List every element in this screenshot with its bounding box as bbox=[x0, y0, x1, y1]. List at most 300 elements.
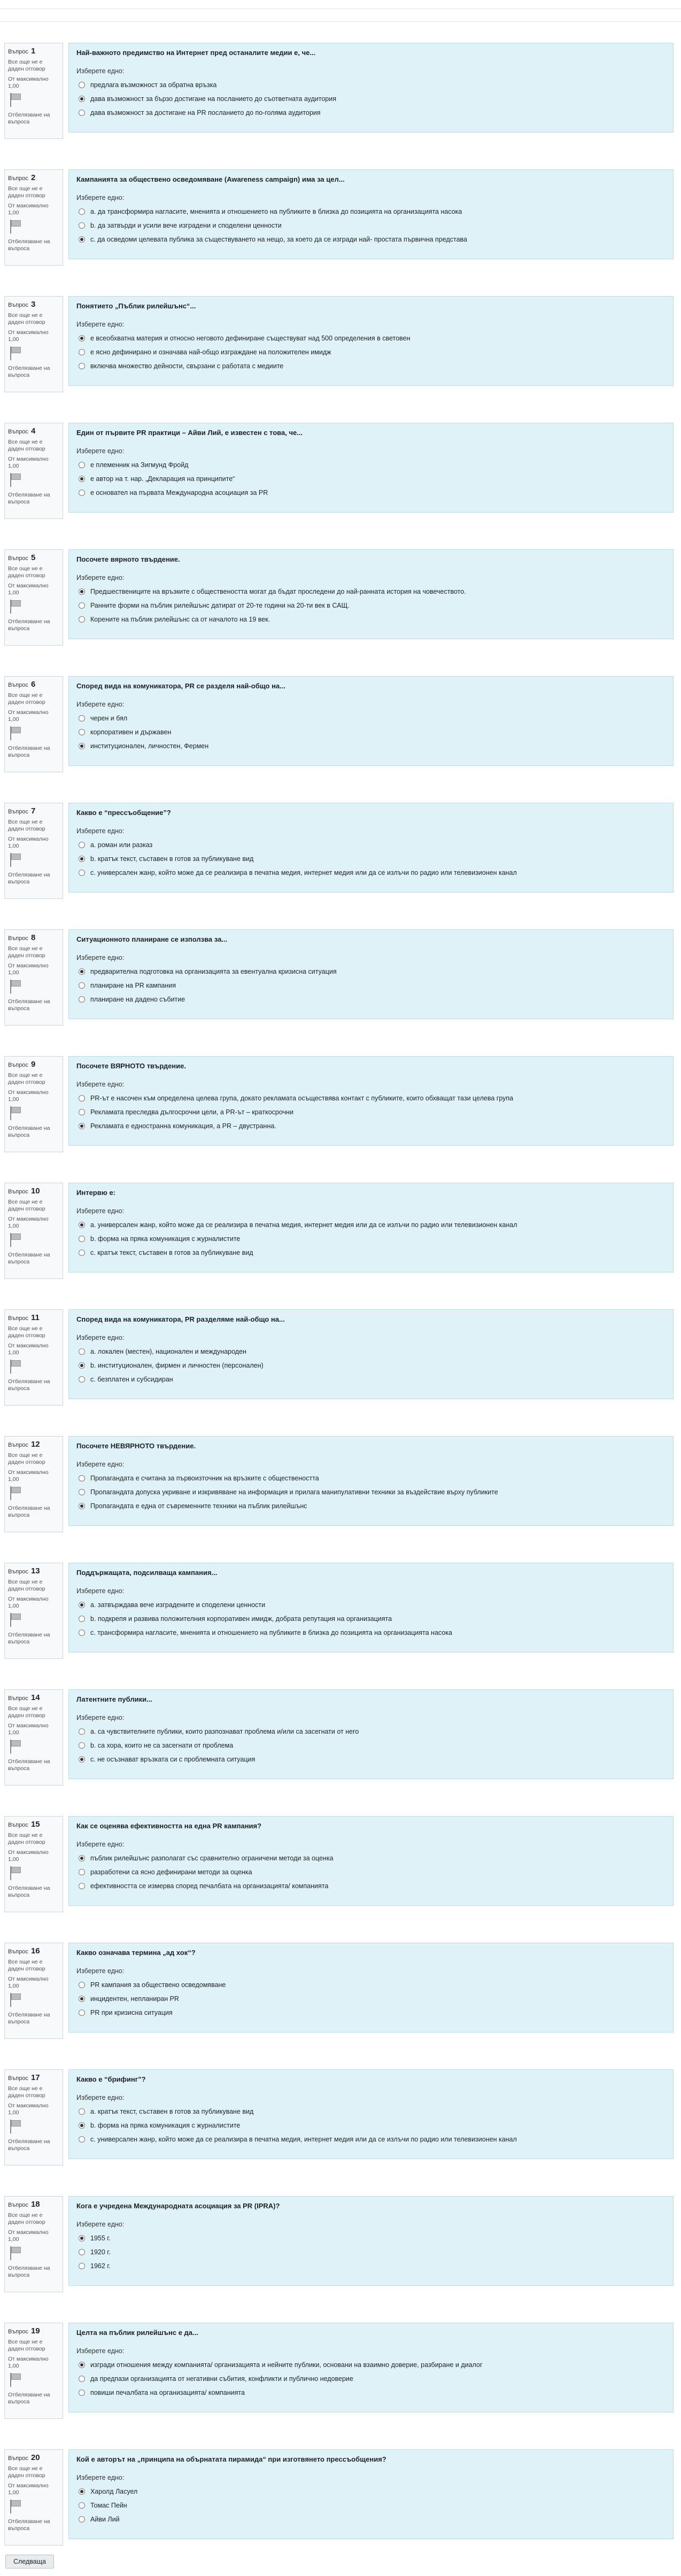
flag-question-link[interactable]: Отбелязване на въпроса bbox=[8, 238, 50, 252]
radio-button[interactable] bbox=[79, 968, 85, 975]
radio-button[interactable] bbox=[79, 2235, 85, 2241]
question-number-value: 11 bbox=[30, 1313, 40, 1322]
question-number-value: 19 bbox=[30, 2326, 40, 2336]
radio-button[interactable] bbox=[79, 842, 85, 848]
question-number-value: 7 bbox=[30, 806, 36, 816]
question-number-value: 4 bbox=[30, 426, 36, 436]
answer-option[interactable] bbox=[76, 838, 665, 852]
flag-icon[interactable] bbox=[8, 2500, 23, 2513]
question-status: Все още не е даден отговор bbox=[8, 2212, 45, 2225]
question-points: От максимално 1,00 bbox=[8, 583, 49, 596]
radio-button[interactable] bbox=[79, 729, 85, 735]
flag-cloth bbox=[11, 2500, 21, 2507]
question-status: Все още не е даден отговор bbox=[8, 1832, 45, 1845]
question-label: Въпрос bbox=[8, 1315, 28, 1322]
flag-icon[interactable] bbox=[8, 220, 23, 234]
answer-option[interactable] bbox=[76, 2512, 665, 2526]
flag-question-link[interactable]: Отбелязване на въпроса bbox=[8, 1125, 50, 1138]
flag-icon[interactable] bbox=[8, 726, 23, 740]
answer-option[interactable] bbox=[76, 711, 665, 725]
flag-icon[interactable] bbox=[8, 1740, 23, 1753]
question-number bbox=[8, 553, 59, 562]
radio-button[interactable] bbox=[79, 1503, 85, 1509]
question-points: От максимално 1,00 bbox=[8, 1216, 49, 1229]
radio-button[interactable] bbox=[79, 1616, 85, 1622]
radio-button[interactable] bbox=[79, 476, 85, 482]
answer-option[interactable] bbox=[76, 612, 665, 626]
question-info bbox=[4, 169, 63, 266]
radio-button[interactable] bbox=[79, 335, 85, 342]
answer-option[interactable] bbox=[76, 219, 665, 232]
flag-icon[interactable] bbox=[8, 2373, 23, 2387]
radio-button[interactable] bbox=[79, 2136, 85, 2143]
question-status: Все още не е даден отговор bbox=[8, 1705, 45, 1719]
radio-button[interactable] bbox=[79, 96, 85, 102]
answer-options bbox=[76, 2105, 665, 2146]
flag-cloth bbox=[11, 1487, 21, 1493]
question-text: Посочете НЕВЯРНОТО твърдение. bbox=[76, 1442, 196, 1450]
question-label: Въпрос bbox=[8, 1062, 28, 1068]
flag-icon[interactable] bbox=[8, 853, 23, 867]
flag-icon[interactable] bbox=[8, 1360, 23, 1374]
answer-option-label: 1920 г. bbox=[90, 2248, 111, 2256]
question-points: От максимално 1,00 bbox=[8, 329, 49, 343]
flag-question-link[interactable]: Отбелязване на въпроса bbox=[8, 1252, 50, 1265]
flag-icon[interactable] bbox=[8, 1106, 23, 1120]
flag-cloth bbox=[11, 2120, 21, 2127]
radio-button[interactable] bbox=[79, 1869, 85, 1875]
question-1 bbox=[0, 43, 681, 169]
answer-option-label: b. да затвърди и усили вече изградени и споделени ценности bbox=[90, 222, 282, 229]
question-text: Един от първите PR практици – Айви Лий, е известен с това, че... bbox=[76, 429, 303, 437]
answer-option[interactable] bbox=[76, 2358, 665, 2372]
question-points: От максимално 1,00 bbox=[8, 709, 49, 723]
radio-button[interactable] bbox=[79, 1996, 85, 2002]
answer-option[interactable] bbox=[76, 2499, 665, 2512]
radio-button[interactable] bbox=[79, 490, 85, 496]
question-number bbox=[8, 300, 59, 309]
question-content bbox=[68, 929, 674, 1019]
answer-option[interactable] bbox=[76, 2006, 665, 2020]
radio-button[interactable] bbox=[79, 1489, 85, 1495]
answer-options bbox=[76, 965, 665, 1006]
answer-option[interactable] bbox=[76, 331, 665, 345]
radio-button[interactable] bbox=[79, 2249, 85, 2255]
radio-button[interactable] bbox=[79, 208, 85, 215]
question-status: Все още не е даден отговор bbox=[8, 1452, 45, 1465]
question-info bbox=[4, 929, 63, 1026]
question-8 bbox=[0, 929, 681, 1056]
answer-option-label: c. трансформира нагласите, мненията и отношението на публиките в близка до позицията на организацията насока bbox=[90, 1629, 452, 1636]
answer-prompt: Изберете едно: bbox=[76, 954, 125, 961]
next-button[interactable]: Следваща bbox=[5, 2555, 54, 2569]
answer-option[interactable] bbox=[76, 1612, 665, 1626]
answer-option[interactable] bbox=[76, 1879, 665, 1893]
radio-button[interactable] bbox=[79, 2376, 85, 2382]
question-number-value: 17 bbox=[30, 2073, 40, 2082]
answer-option[interactable] bbox=[76, 1372, 665, 1386]
answer-option[interactable] bbox=[76, 232, 665, 246]
question-text: Според вида на комуникатора, PR се разделя най-общо на... bbox=[76, 682, 285, 690]
flag-icon[interactable] bbox=[8, 93, 23, 107]
radio-button[interactable] bbox=[79, 856, 85, 862]
answer-option-label: Томас Пейн bbox=[90, 2502, 127, 2509]
question-status: Все още не е даден отговор bbox=[8, 692, 45, 705]
answer-option-label: PR-ът е насочен към определена целева група, докато рекламата осъществява контакт с публиките, които обхващат тази целева група bbox=[90, 1095, 514, 1102]
answer-option-label: b. институционален, фирмен и личностен (персонален) bbox=[90, 1362, 264, 1369]
radio-button[interactable] bbox=[79, 2488, 85, 2495]
answer-option[interactable] bbox=[76, 1218, 665, 1232]
radio-button[interactable] bbox=[79, 2516, 85, 2523]
answer-option-label: b. кратък текст, съставен в готов за публикуване вид bbox=[90, 855, 254, 863]
answer-option[interactable] bbox=[76, 472, 665, 486]
answer-option[interactable] bbox=[76, 1345, 665, 1359]
answer-option-label: c. универсален жанр, който може да се реализира в печатна медия, интернет медия или да се излъчи по радио или телевизионен канал bbox=[90, 2136, 517, 2143]
answer-option-label: инцидентен, непланиран PR bbox=[90, 1995, 179, 2003]
question-content bbox=[68, 296, 674, 386]
answer-option-label: разработени са ясно дефинирани методи за оценка bbox=[90, 1868, 252, 1876]
answer-options bbox=[76, 711, 665, 753]
radio-button[interactable] bbox=[79, 1109, 85, 1115]
answer-option-label: планиране на дадено събитие bbox=[90, 996, 185, 1003]
answer-option-label: е всеобхватна материя и относно неговото дефиниране съществуват над 500 определения в световен bbox=[90, 335, 411, 342]
top-bar bbox=[0, 0, 681, 9]
answer-option-label: планиране на PR кампания bbox=[90, 982, 176, 989]
answer-option[interactable] bbox=[76, 979, 665, 992]
question-points: От максимално 1,00 bbox=[8, 1976, 49, 1989]
question-content bbox=[68, 1689, 674, 1779]
answer-options bbox=[76, 1725, 665, 1766]
question-status: Все още не е даден отговор bbox=[8, 1199, 45, 1212]
question-label: Въпрос bbox=[8, 1442, 28, 1448]
answer-prompt: Изберете едно: bbox=[76, 67, 125, 75]
radio-button[interactable] bbox=[79, 616, 85, 623]
question-18 bbox=[0, 2196, 681, 2323]
answer-option[interactable] bbox=[76, 1119, 665, 1133]
answer-option-label: черен и бял bbox=[90, 715, 128, 722]
answer-option[interactable] bbox=[76, 992, 665, 1006]
flag-cloth bbox=[11, 854, 21, 860]
flag-question-link[interactable]: Отбелязване на въпроса bbox=[8, 2518, 50, 2532]
radio-button[interactable] bbox=[79, 1742, 85, 1749]
question-status: Все още не е даден отговор bbox=[8, 2339, 45, 2352]
answer-option-label: c. кратък текст, съставен в готов за публикуване вид bbox=[90, 1249, 253, 1256]
answer-prompt: Изберете едно: bbox=[76, 1334, 125, 1341]
answer-option[interactable] bbox=[76, 486, 665, 500]
question-points: От максимално 1,00 bbox=[8, 1089, 49, 1103]
radio-button[interactable] bbox=[79, 363, 85, 369]
question-label: Въпрос bbox=[8, 682, 28, 688]
answer-prompt: Изберете едно: bbox=[76, 574, 125, 581]
answer-option[interactable] bbox=[76, 2386, 665, 2400]
answer-option[interactable] bbox=[76, 585, 665, 599]
question-content bbox=[68, 1309, 674, 1399]
radio-button[interactable] bbox=[79, 1475, 85, 1481]
radio-button[interactable] bbox=[79, 349, 85, 355]
flag-question-link[interactable]: Отбелязване на въпроса bbox=[8, 618, 50, 632]
flag-icon[interactable] bbox=[8, 1613, 23, 1627]
question-3 bbox=[0, 296, 681, 423]
flag-question-link[interactable]: Отбелязване на въпроса bbox=[8, 1632, 50, 1645]
question-points: От максимално 1,00 bbox=[8, 1343, 49, 1356]
answer-option-label: Ранните форми на пъблик рилейшънс датират от 20-те години на 20-ти век в САЩ. bbox=[90, 602, 350, 609]
radio-button[interactable] bbox=[79, 2122, 85, 2129]
radio-button[interactable] bbox=[79, 1222, 85, 1228]
question-text: Какво е “брифинг”? bbox=[76, 2075, 146, 2083]
answer-prompt: Изберете едно: bbox=[76, 701, 125, 708]
question-number-value: 16 bbox=[30, 1946, 40, 1956]
flag-question-link[interactable]: Отбелязване на въпроса bbox=[8, 492, 50, 505]
question-17 bbox=[0, 2069, 681, 2196]
radio-button[interactable] bbox=[79, 236, 85, 243]
question-label: Въпрос bbox=[8, 935, 28, 942]
radio-button[interactable] bbox=[79, 1362, 85, 1369]
answer-option[interactable] bbox=[76, 1471, 665, 1485]
answer-option[interactable] bbox=[76, 1105, 665, 1119]
question-points: От максимално 1,00 bbox=[8, 456, 49, 469]
question-label: Въпрос bbox=[8, 302, 28, 308]
answer-option[interactable] bbox=[76, 1485, 665, 1499]
radio-button[interactable] bbox=[79, 462, 85, 468]
question-4 bbox=[0, 423, 681, 549]
answer-option[interactable] bbox=[76, 1992, 665, 2006]
question-info bbox=[4, 1436, 63, 1532]
question-text: Най-важното предимство на Интернет пред останалите медии е, че... bbox=[76, 49, 316, 57]
question-content bbox=[68, 2069, 674, 2159]
answer-option[interactable] bbox=[76, 1851, 665, 1865]
radio-button[interactable] bbox=[79, 1756, 85, 1763]
answer-prompt: Изберете едно: bbox=[76, 321, 125, 328]
radio-button[interactable] bbox=[79, 588, 85, 595]
radio-button[interactable] bbox=[79, 2502, 85, 2509]
answer-option[interactable] bbox=[76, 78, 665, 92]
answer-option-label: корпоративен и държавен bbox=[90, 728, 172, 736]
question-number bbox=[8, 933, 59, 942]
answer-option-label: Айви Лий bbox=[90, 2516, 120, 2523]
flag-icon[interactable] bbox=[8, 2246, 23, 2260]
answer-option-label: Рекламата е еднострaнна комуникация, а PR – двустранна. bbox=[90, 1122, 276, 1130]
question-list bbox=[0, 43, 681, 2576]
flag-cloth bbox=[11, 1993, 21, 2000]
answer-option[interactable] bbox=[76, 1752, 665, 1766]
question-status: Все още не е даден отговор bbox=[8, 1959, 45, 1972]
question-label: Въпрос bbox=[8, 1189, 28, 1195]
answer-option[interactable] bbox=[76, 2231, 665, 2245]
answer-option[interactable] bbox=[76, 1499, 665, 1513]
question-status: Все още не е даден отговор bbox=[8, 312, 45, 325]
flag-icon[interactable] bbox=[8, 980, 23, 994]
answer-option[interactable] bbox=[76, 205, 665, 219]
radio-button[interactable] bbox=[79, 1883, 85, 1889]
question-label: Въпрос bbox=[8, 2329, 28, 2335]
answer-option[interactable] bbox=[76, 1725, 665, 1739]
answer-option[interactable] bbox=[76, 725, 665, 739]
answer-prompt: Изберете едно: bbox=[76, 2347, 125, 2355]
radio-button[interactable] bbox=[79, 602, 85, 609]
question-number-value: 10 bbox=[30, 1186, 40, 1196]
question-number bbox=[8, 2073, 59, 2082]
answer-option-label: ефективността се измерва според печалбата на организацията/ компанията bbox=[90, 1882, 329, 1890]
flag-icon[interactable] bbox=[8, 2120, 23, 2133]
question-text: Ситуационното планиране се използва за... bbox=[76, 935, 228, 943]
answer-option[interactable] bbox=[76, 345, 665, 359]
answer-option[interactable] bbox=[76, 1359, 665, 1372]
flag-question-link[interactable]: Отбелязване на въпроса bbox=[8, 2138, 50, 2152]
answer-options bbox=[76, 585, 665, 626]
answer-option-label: да предпази организацията от негативни събития, конфликти и публично недоверие bbox=[90, 2375, 353, 2383]
answer-option[interactable] bbox=[76, 2119, 665, 2132]
radio-button[interactable] bbox=[79, 743, 85, 749]
question-points: От максимално 1,00 bbox=[8, 1596, 49, 1609]
flag-cloth bbox=[11, 1613, 21, 1620]
answer-option[interactable] bbox=[76, 458, 665, 472]
answer-option[interactable] bbox=[76, 106, 665, 120]
question-9 bbox=[0, 1056, 681, 1183]
answer-option[interactable] bbox=[76, 1232, 665, 1246]
answer-prompt: Изберете едно: bbox=[76, 2221, 125, 2228]
flag-question-link[interactable]: Отбелязване на въпроса bbox=[8, 2265, 50, 2278]
flag-question-link[interactable]: Отбелязване на въпроса bbox=[8, 1378, 50, 1392]
answer-option-label: c. не осъзнават връзката си с проблемната ситуация bbox=[90, 1756, 256, 1763]
radio-button[interactable] bbox=[79, 996, 85, 1003]
question-status: Все още не е даден отговор bbox=[8, 2085, 45, 2099]
question-points: От максимално 1,00 bbox=[8, 76, 49, 89]
answer-option[interactable] bbox=[76, 1978, 665, 1992]
radio-button[interactable] bbox=[79, 82, 85, 88]
answer-prompt: Изберете едно: bbox=[76, 1841, 125, 1848]
radio-button[interactable] bbox=[79, 1982, 85, 1988]
answer-option-label: пъблик рилейшънс разполагат със сравнително ограничени методи за оценка bbox=[90, 1855, 334, 1862]
question-number bbox=[8, 46, 59, 56]
radio-button[interactable] bbox=[79, 2108, 85, 2115]
answer-option[interactable] bbox=[76, 359, 665, 373]
question-text: Целта на пъблик рилейшънс е да... bbox=[76, 2329, 198, 2337]
question-status: Все още не е даден отговор bbox=[8, 1072, 45, 1085]
flag-question-link[interactable]: Отбелязване на въпроса bbox=[8, 1885, 50, 1898]
question-status: Все още не е даден отговор bbox=[8, 565, 45, 579]
answer-option-label: c. да осведоми целевата публика за съществуването на нещо, за което да се изгради най- простата първична представа bbox=[90, 236, 467, 243]
radio-button[interactable] bbox=[79, 2362, 85, 2368]
answer-option-label: 1955 г. bbox=[90, 2234, 111, 2242]
radio-button[interactable] bbox=[79, 1376, 85, 1383]
radio-button[interactable] bbox=[79, 870, 85, 876]
answer-option[interactable] bbox=[76, 92, 665, 106]
radio-button[interactable] bbox=[79, 1348, 85, 1355]
answer-option[interactable] bbox=[76, 1091, 665, 1105]
answer-option[interactable] bbox=[76, 599, 665, 612]
answer-option[interactable] bbox=[76, 2245, 665, 2259]
answer-option[interactable] bbox=[76, 2132, 665, 2146]
flag-cloth bbox=[11, 2247, 21, 2253]
radio-button[interactable] bbox=[79, 2009, 85, 2016]
flag-question-link[interactable]: Отбелязване на въпроса bbox=[8, 1505, 50, 1518]
radio-button[interactable] bbox=[79, 1728, 85, 1735]
question-content bbox=[68, 803, 674, 893]
radio-button[interactable] bbox=[79, 110, 85, 116]
question-number-value: 2 bbox=[30, 173, 36, 182]
answer-option[interactable] bbox=[76, 1626, 665, 1640]
answer-options bbox=[76, 78, 665, 120]
answer-option[interactable] bbox=[76, 1598, 665, 1612]
answer-option[interactable] bbox=[76, 852, 665, 866]
radio-button[interactable] bbox=[79, 1123, 85, 1129]
answer-option-label: PR кампания за обществено осведомяване bbox=[90, 1981, 226, 1989]
flag-question-link[interactable]: Отбелязване на въпроса bbox=[8, 2012, 50, 2025]
radio-button[interactable] bbox=[79, 1602, 85, 1608]
answer-option-label: a. да трансформира нагласите, мненията и отношението на публиките в близка до позицията на организацията насока bbox=[90, 208, 462, 215]
flag-question-link[interactable]: Отбелязване на въпроса bbox=[8, 2392, 50, 2405]
answer-option[interactable] bbox=[76, 1865, 665, 1879]
radio-button[interactable] bbox=[79, 222, 85, 229]
flag-cloth bbox=[11, 600, 21, 607]
question-points: От максимално 1,00 bbox=[8, 2482, 49, 2496]
question-number-value: 18 bbox=[30, 2200, 40, 2209]
radio-button[interactable] bbox=[79, 1095, 85, 1101]
answer-option-label: c. универсален жанр, който може да се реализира в печатна медия, интернет медия или да се излъчи по радио или телевизионен канал bbox=[90, 869, 517, 876]
answer-option[interactable] bbox=[76, 965, 665, 979]
radio-button[interactable] bbox=[79, 982, 85, 989]
answer-options bbox=[76, 1978, 665, 2020]
flag-question-link[interactable]: Отбелязване на въпроса bbox=[8, 998, 50, 1012]
radio-button[interactable] bbox=[79, 1855, 85, 1861]
flag-question-link[interactable]: Отбелязване на въпроса bbox=[8, 745, 50, 758]
flag-cloth bbox=[11, 1867, 21, 1873]
flag-icon[interactable] bbox=[8, 1866, 23, 1880]
question-label: Въпрос bbox=[8, 1949, 28, 1955]
answer-option[interactable] bbox=[76, 1739, 665, 1752]
answer-option[interactable] bbox=[76, 1246, 665, 1260]
answer-option-label: b. подкрепя и развива положителния корпоративен имидж, добрата репутация на организацията bbox=[90, 1615, 392, 1623]
question-20 bbox=[0, 2449, 681, 2576]
flag-icon[interactable] bbox=[8, 1486, 23, 1500]
question-status: Все още не е даден отговор bbox=[8, 1579, 45, 1592]
flag-icon[interactable] bbox=[8, 473, 23, 487]
flag-icon[interactable] bbox=[8, 1233, 23, 1247]
flag-icon[interactable] bbox=[8, 1993, 23, 2007]
answer-option[interactable] bbox=[76, 2259, 665, 2273]
answer-option-label: Рекламата преследва дългосрочни цели, а PR-ът – краткосрочни bbox=[90, 1108, 293, 1116]
radio-button[interactable] bbox=[79, 1250, 85, 1256]
flag-cloth bbox=[11, 727, 21, 733]
answer-option[interactable] bbox=[76, 2485, 665, 2499]
question-info bbox=[4, 1056, 63, 1152]
radio-button[interactable] bbox=[79, 715, 85, 721]
answer-option-label: b. са хора, които не са засегнати от проблема bbox=[90, 1742, 234, 1749]
question-info bbox=[4, 1816, 63, 1912]
answer-option[interactable] bbox=[76, 866, 665, 880]
answer-options bbox=[76, 458, 665, 500]
radio-button[interactable] bbox=[79, 1630, 85, 1636]
question-label: Въпрос bbox=[8, 1695, 28, 1702]
answer-option[interactable] bbox=[76, 2105, 665, 2119]
radio-button[interactable] bbox=[79, 2263, 85, 2269]
flag-question-link[interactable]: Отбелязване на въпроса bbox=[8, 872, 50, 885]
question-status: Все още не е даден отговор bbox=[8, 945, 45, 959]
flag-question-link[interactable]: Отбелязване на въпроса bbox=[8, 365, 50, 378]
radio-button[interactable] bbox=[79, 1236, 85, 1242]
question-info bbox=[4, 423, 63, 519]
flag-icon[interactable] bbox=[8, 346, 23, 360]
radio-button[interactable] bbox=[79, 2389, 85, 2396]
flag-question-link[interactable]: Отбелязване на въпроса bbox=[8, 112, 50, 125]
question-info bbox=[4, 2069, 63, 2166]
flag-question-link[interactable]: Отбелязване на въпроса bbox=[8, 1758, 50, 1772]
flag-icon[interactable] bbox=[8, 600, 23, 614]
question-info bbox=[4, 296, 63, 392]
answer-option[interactable] bbox=[76, 2372, 665, 2386]
question-info bbox=[4, 1183, 63, 1279]
answer-option[interactable] bbox=[76, 739, 665, 753]
